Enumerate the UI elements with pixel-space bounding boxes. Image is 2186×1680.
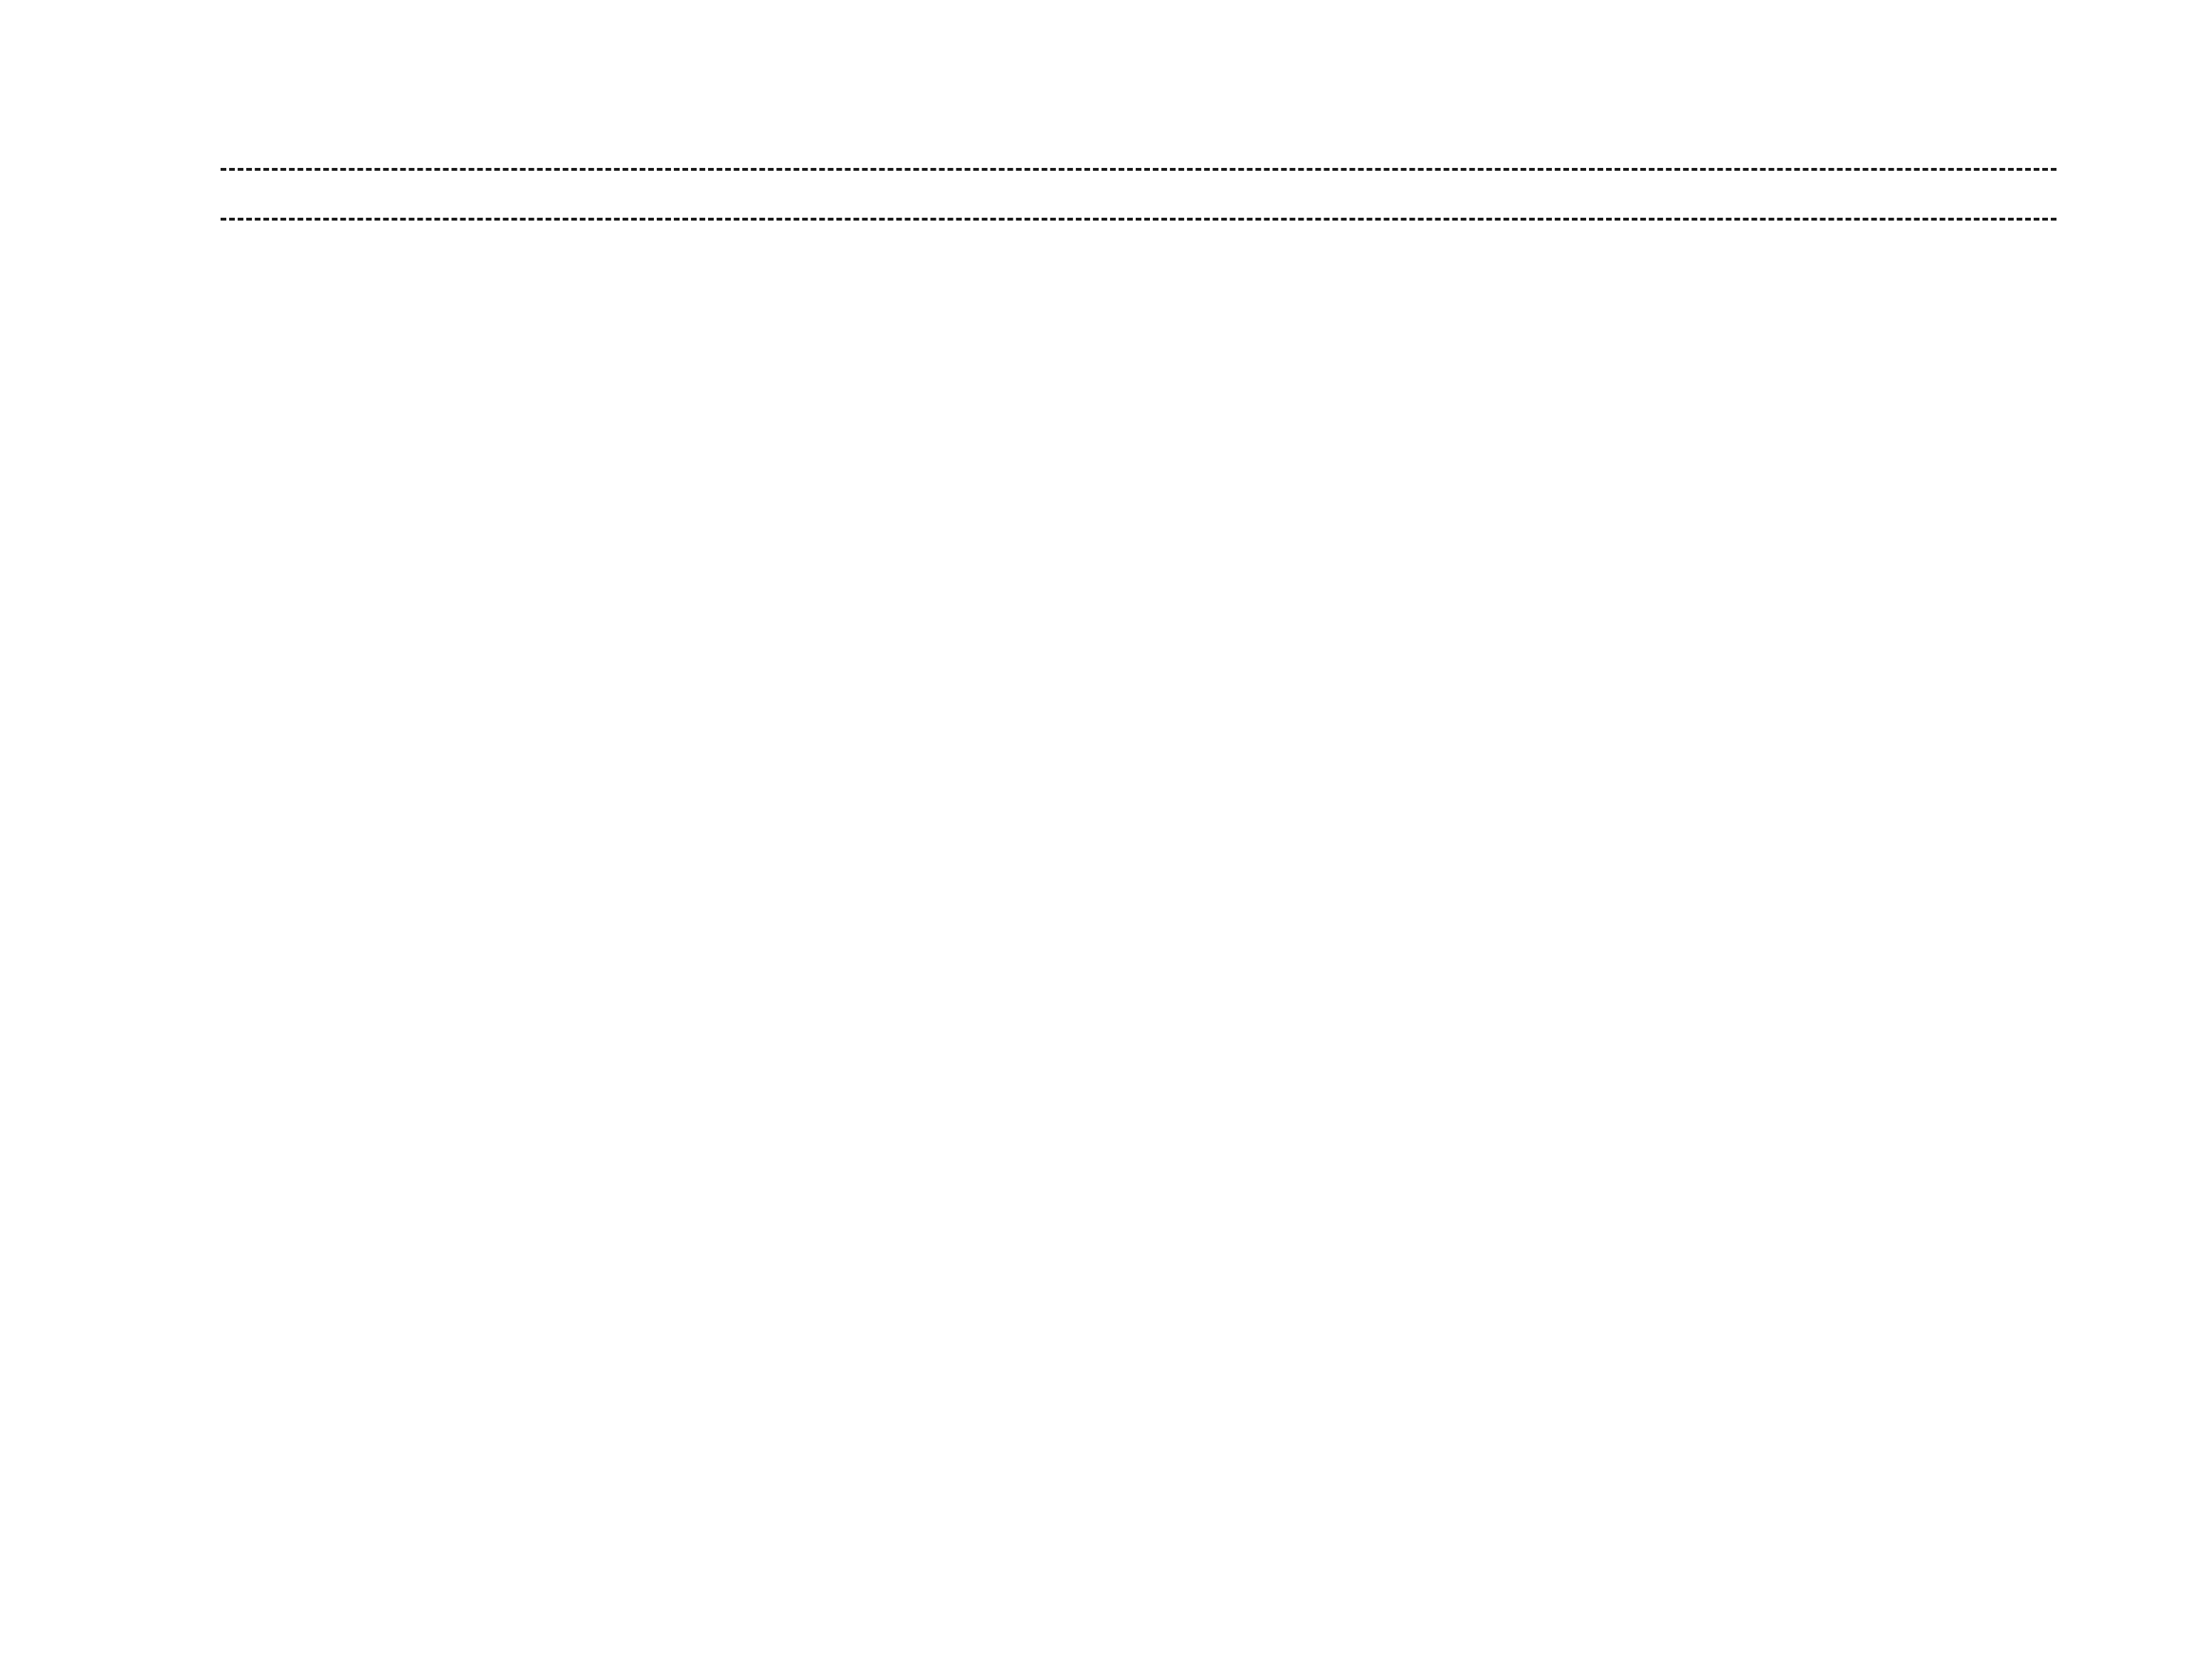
header-top-rule xyxy=(221,168,2056,171)
header-bottom-rule xyxy=(221,218,2056,221)
